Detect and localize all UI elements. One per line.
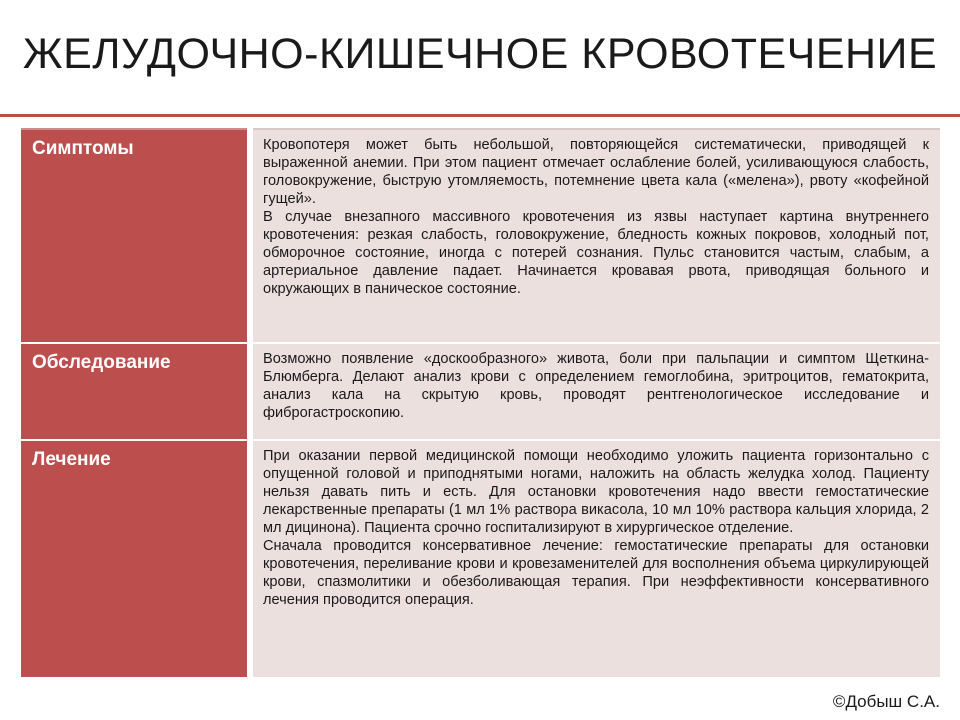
copyright-text: ©Добыш С.А. [832, 692, 940, 711]
row-content-symptoms [250, 129, 940, 343]
row-label-treatment: Лечение [21, 440, 250, 677]
treatment-paragraph-2: Сначала проводится консервативное лечение: гемостатические препараты для остановки кровотечения, переливание крови и кровезаменителей для восполнения объема циркулирующей крови, спазмолитики и обезболивающая терапия. При неэффективности консервативного лечения проводится операция. [263, 538, 929, 608]
row-label-symptoms: Симптомы [21, 129, 250, 343]
treatment-paragraph-1: При оказании первой медицинской помощи необходимо уложить пациента горизонтально с опущенной головой и приподнятыми ногами, наложить на область желудка холод. Пациенту нельзя давать пить и есть. Для остановки кровотечения надо ввести гемостатические лекарственные препараты (1 мл 1% раствора викасола, 10 мл 10% раствора кальция хлорида, 2 мл дицинона). Пациента срочно госпитализируют в хирургическое отделение. [263, 448, 929, 536]
row-content-examination [250, 343, 940, 440]
row-label-examination: Обследование [21, 343, 250, 440]
title-divider [0, 114, 960, 117]
table-row-symptoms [21, 129, 940, 343]
table-row-examination [21, 343, 940, 440]
row-content-treatment [250, 440, 940, 677]
examination-paragraph-1: Возможно появление «доскообразного» живота, боли при пальпации и симптом Щеткина-Блюмберга. Делают анализ крови с определением гемоглобина, эритроцитов, гематокрита, анализ кала на скрытую кровь, проводят рентгенологическое исследование и фиброгастроскопию. [263, 351, 929, 421]
table-row-treatment [21, 440, 940, 677]
symptoms-paragraph-1: Кровопотеря может быть небольшой, повторяющейся систематически, приводящей к выраженной анемии. При этом пациент отмечает ослабление болей, усиливающуюся слабость, головокружение, быструю утомляемость, потемнение цвета кала («мелена»), рвоту «кофейной гущей». [263, 137, 929, 207]
slide-title: ЖЕЛУДОЧНО-КИШЕЧНОЕ КРОВОТЕЧЕНИЕ [22, 30, 938, 78]
symptoms-paragraph-2: В случае внезапного массивного кровотечения из язвы наступает картина внутреннего кровотечения: резкая слабость, головокружение, бледность кожных покровов, холодный пот, обморочное состояние, иногда с потерей сознания. Пульс становится частым, слабым, а артериальное давление падает. Начинается кровавая рвота, приводящая больного и окружающих в паническое состояние. [263, 209, 929, 297]
info-table [21, 128, 940, 677]
